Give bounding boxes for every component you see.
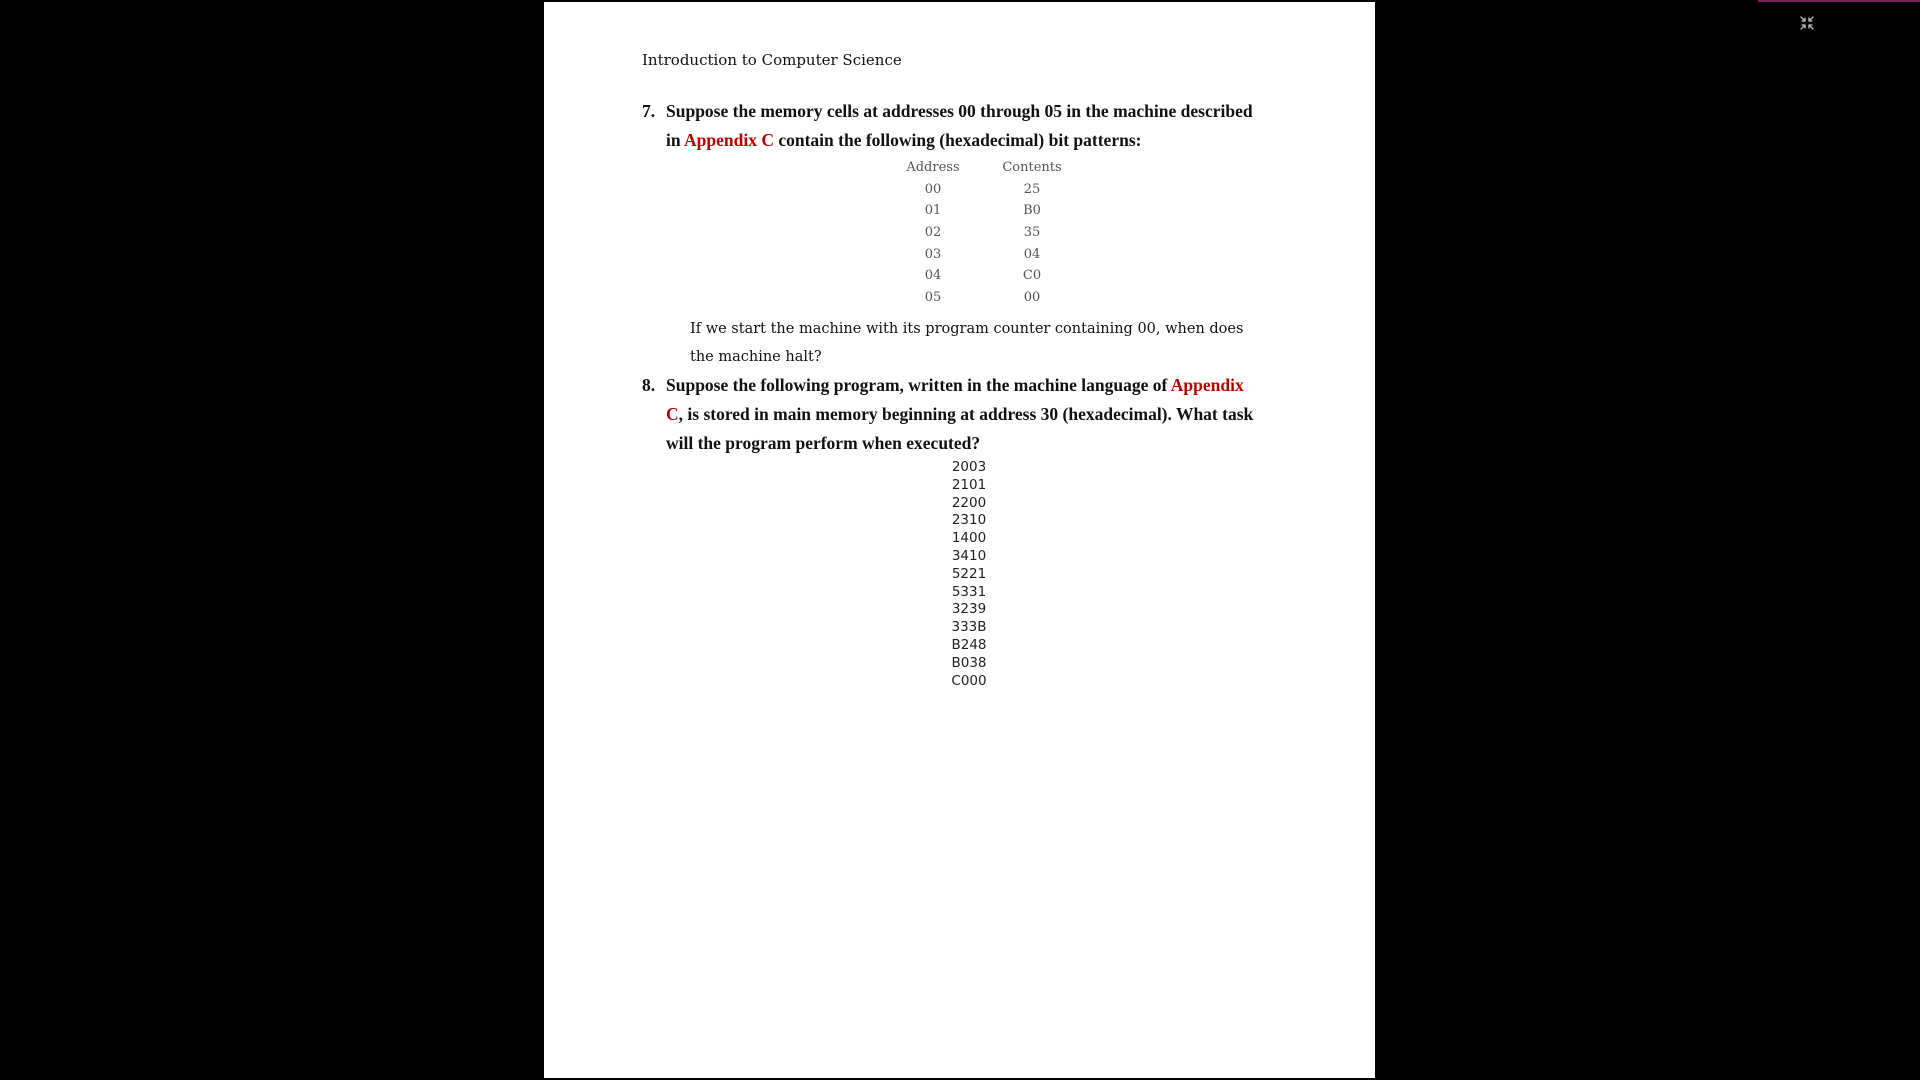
question-7-text-after: contain the following (hexadecimal) bit patterns: xyxy=(773,130,1142,150)
question-7-followup: If we start the machine with its program counter containing 00, when does the machine halt? xyxy=(690,321,1244,365)
program-line: 2200 xyxy=(951,494,987,511)
program-line: 2310 xyxy=(951,512,987,529)
program-line: 1400 xyxy=(951,530,987,547)
contents-cell: 35 xyxy=(1023,225,1041,241)
program-line: 3410 xyxy=(951,547,987,564)
top-accent-bar xyxy=(1758,0,1920,2)
contents-column-header: Contents xyxy=(1002,160,1062,175)
question-7-text xyxy=(666,97,1256,155)
document-page xyxy=(544,2,1375,1078)
program-line: 5331 xyxy=(951,583,987,600)
address-cell: 02 xyxy=(924,225,942,241)
contents-cell: C0 xyxy=(1022,268,1042,284)
question-7-text-before: Suppose the memory cells at addresses 00 through 05 in the machine described in xyxy=(666,101,1253,150)
table-row xyxy=(544,203,1375,225)
address-cell: 03 xyxy=(924,246,942,262)
memory-table-header xyxy=(544,160,1375,182)
contents-cell: B0 xyxy=(1023,203,1041,219)
program-line: C000 xyxy=(951,672,987,689)
table-row xyxy=(544,225,1375,247)
address-cell: 00 xyxy=(924,181,942,197)
program-line: 333B xyxy=(951,619,987,636)
question-8-text-after: , is stored in main memory beginning at address 30 (hexadecimal). What task will the program perform when executed? xyxy=(666,404,1254,453)
question-8 xyxy=(642,371,1256,458)
exit-fullscreen-icon xyxy=(1799,15,1815,31)
question-7-number: 7. xyxy=(642,101,656,121)
appendix-c-link-q7[interactable]: Appendix C xyxy=(684,130,774,150)
question-8-text-before: Suppose the following program, written in the machine language of xyxy=(666,375,1171,395)
program-line: B248 xyxy=(951,636,987,653)
appendix-c-link-q8[interactable]: Appendix C xyxy=(666,375,1244,424)
program-line: 2003 xyxy=(951,459,987,475)
address-cell: 05 xyxy=(924,290,942,306)
table-row xyxy=(544,290,1375,312)
contents-cell: 25 xyxy=(1023,181,1041,197)
address-column-header: Address xyxy=(906,160,960,175)
contents-cell: 04 xyxy=(1023,246,1041,262)
program-listing xyxy=(924,459,1014,690)
contents-cell: 00 xyxy=(1023,290,1041,306)
program-line: B038 xyxy=(951,654,987,671)
program-line: 2101 xyxy=(951,476,987,493)
program-line: 5221 xyxy=(951,565,987,582)
memory-table xyxy=(544,160,1375,312)
running-header: Introduction to Computer Science xyxy=(642,51,902,69)
address-cell: 04 xyxy=(924,268,942,284)
table-row xyxy=(544,247,1375,269)
question-7 xyxy=(642,97,1256,155)
program-line: 3239 xyxy=(951,601,987,618)
table-row xyxy=(544,182,1375,204)
exit-fullscreen-button[interactable] xyxy=(1796,12,1818,34)
question-8-number: 8. xyxy=(642,375,656,395)
table-row xyxy=(544,268,1375,290)
question-8-text xyxy=(666,371,1256,458)
address-cell: 01 xyxy=(924,203,942,219)
